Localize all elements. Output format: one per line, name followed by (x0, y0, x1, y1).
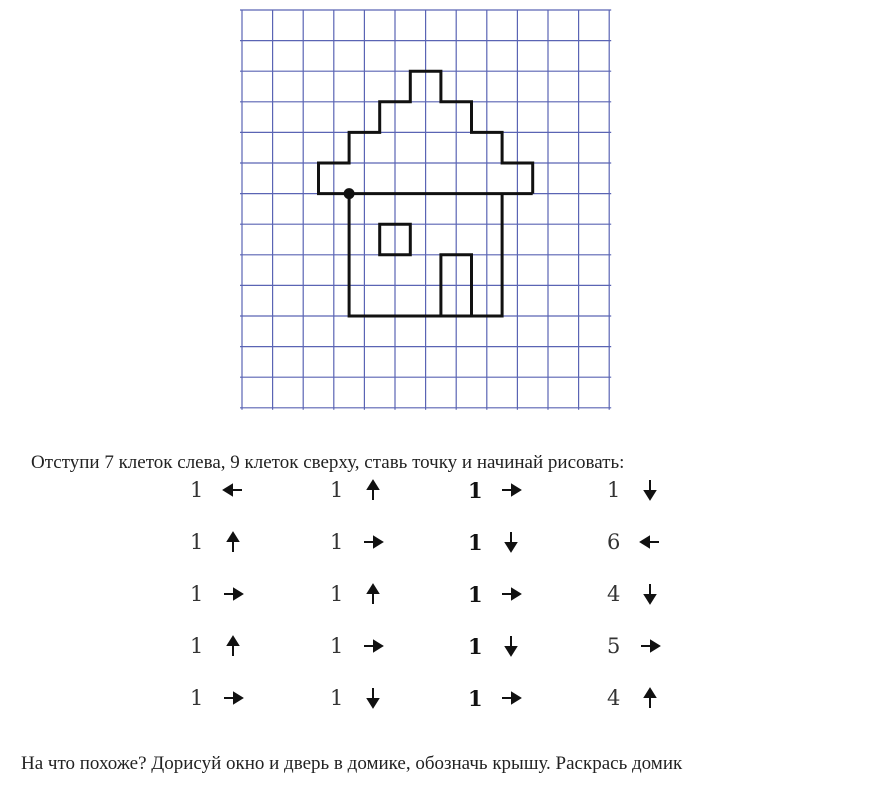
step-count: 1 (190, 634, 204, 658)
arrow-left-icon (222, 479, 244, 501)
step-count: 1 (190, 686, 204, 710)
step-count: 5 (607, 634, 621, 658)
step-item (330, 476, 384, 504)
step-count: 1 (190, 478, 204, 502)
arrow-down-icon (639, 583, 661, 605)
arrow-right-icon (500, 583, 522, 605)
step-item (330, 528, 384, 556)
step-item (607, 476, 661, 504)
arrow-right-icon (362, 531, 384, 553)
step-item (330, 632, 384, 660)
step-item (190, 476, 244, 504)
step-count: 1 (468, 581, 483, 607)
arrow-right-icon (362, 635, 384, 657)
step-item (607, 684, 661, 712)
step-count: 4 (607, 686, 621, 710)
step-item (607, 528, 661, 556)
arrow-down-icon (362, 687, 384, 709)
arrow-up-icon (222, 531, 244, 553)
step-item (468, 632, 522, 660)
step-count: 1 (330, 530, 344, 554)
arrow-down-icon (639, 479, 661, 501)
arrow-right-icon (222, 583, 244, 605)
arrow-down-icon (500, 531, 522, 553)
arrow-left-icon (639, 531, 661, 553)
step-item (468, 684, 522, 712)
step-count: 1 (607, 478, 621, 502)
arrow-down-icon (500, 635, 522, 657)
arrow-up-icon (362, 479, 384, 501)
step-count: 4 (607, 582, 621, 606)
start-dot (344, 188, 355, 199)
step-item (190, 580, 244, 608)
arrow-up-icon (639, 687, 661, 709)
arrow-right-icon (500, 479, 522, 501)
step-item (468, 580, 522, 608)
step-count: 1 (330, 686, 344, 710)
step-item (190, 528, 244, 556)
step-item (190, 684, 244, 712)
step-count: 6 (607, 530, 621, 554)
step-count: 1 (468, 529, 483, 555)
arrow-up-icon (222, 635, 244, 657)
step-count: 1 (468, 685, 483, 711)
arrow-up-icon (362, 583, 384, 605)
step-count: 1 (330, 634, 344, 658)
step-item (607, 580, 661, 608)
arrow-right-icon (639, 635, 661, 657)
step-item (468, 528, 522, 556)
step-item (468, 476, 522, 504)
step-item (330, 580, 384, 608)
step-count: 1 (330, 478, 344, 502)
step-count: 1 (468, 477, 483, 503)
question-text: На что похоже? Дорисуй окно и дверь в домике, обозначь крышу. Раскрась домик (21, 753, 683, 774)
step-count: 1 (330, 582, 344, 606)
arrow-right-icon (222, 687, 244, 709)
step-count: 1 (190, 582, 204, 606)
step-item (190, 632, 244, 660)
step-item (607, 632, 661, 660)
step-count: 1 (190, 530, 204, 554)
step-count: 1 (468, 633, 483, 659)
arrow-right-icon (500, 687, 522, 709)
instruction-text: Отступи 7 клеток слева, 9 клеток сверху, ставь точку и начинай рисовать: (31, 452, 625, 473)
step-item (330, 684, 384, 712)
